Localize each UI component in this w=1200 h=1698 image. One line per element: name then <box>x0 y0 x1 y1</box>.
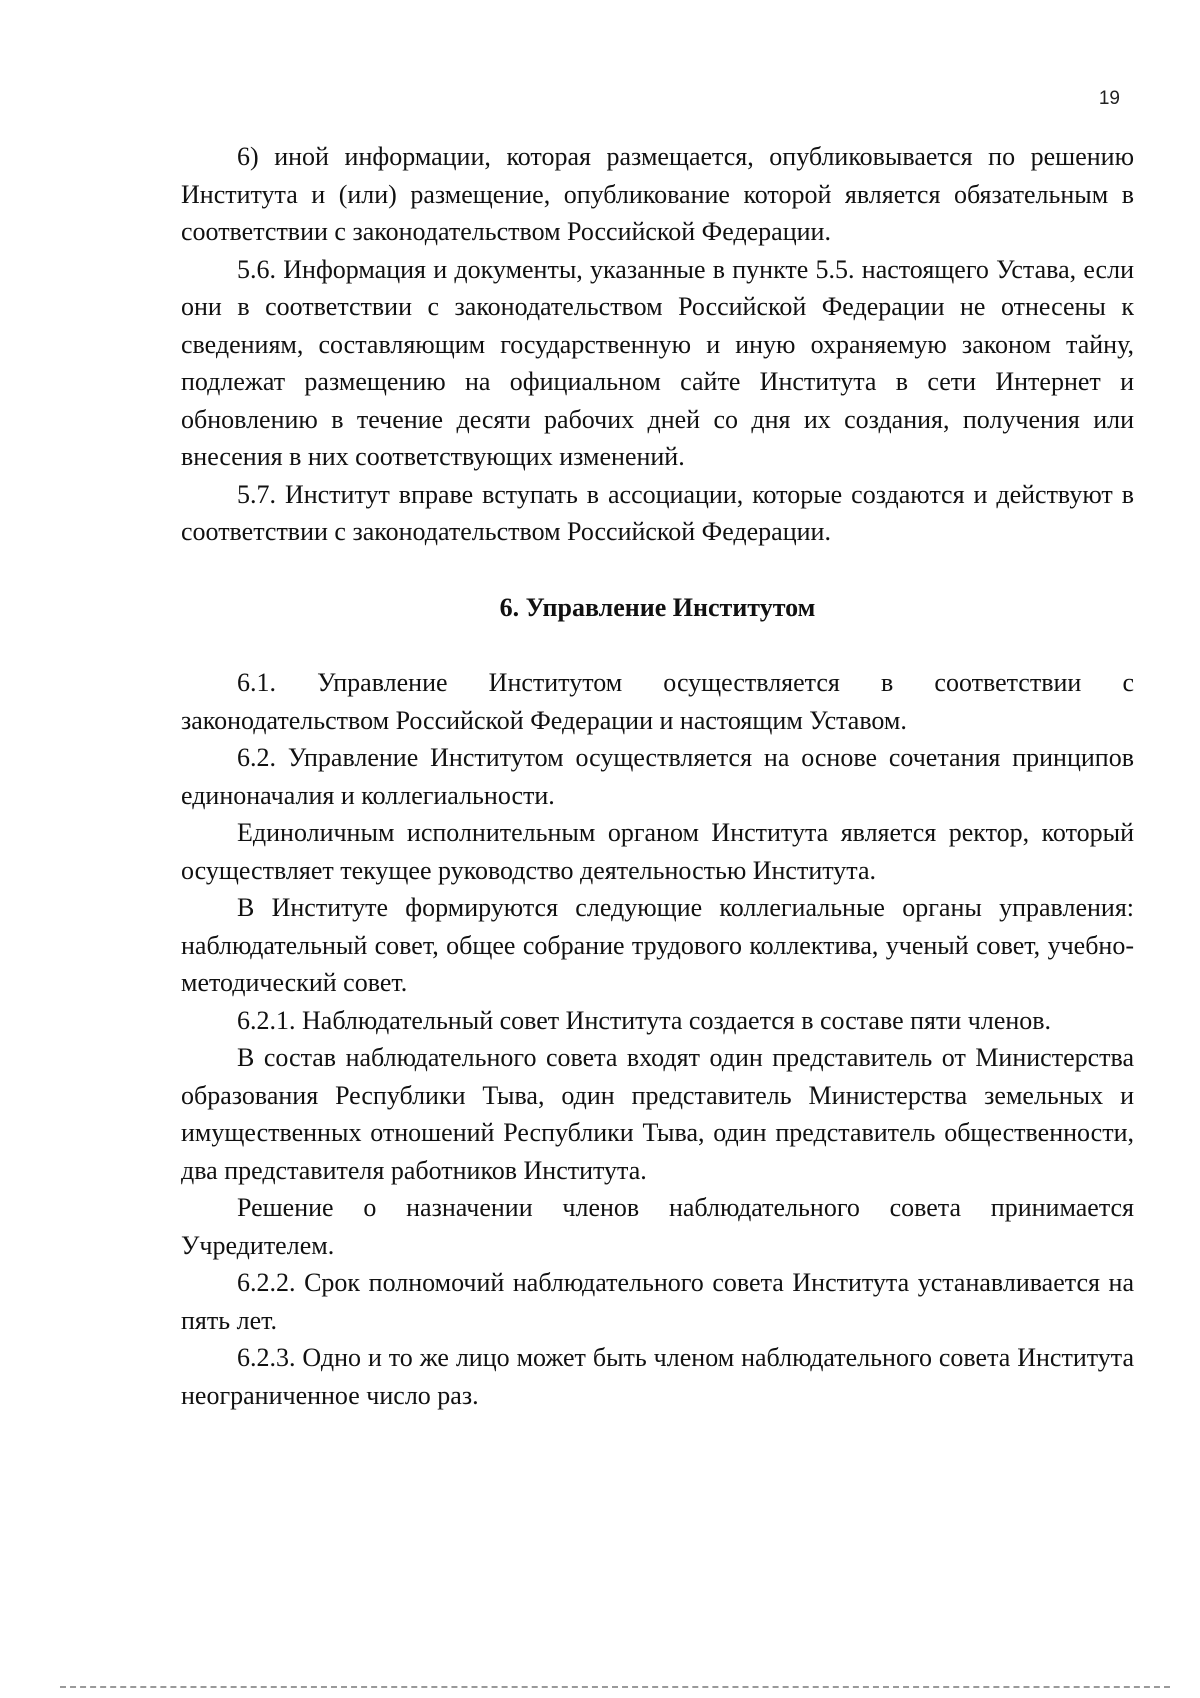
paragraph-5-7: 5.7. Институт вправе вступать в ассоциации, которые создаются и действуют в соответствии с законодательством Российской Федерации. <box>181 479 1134 546</box>
paragraph-6-2-1: 6.2.1. Наблюдательный совет Института создается в составе пяти членов. <box>237 1005 1052 1035</box>
paragraph-council-composition: В состав наблюдательного совета входят один представитель от Министерства образования Республики Тыва, один представитель Министерства земельных и имущественных отношений Республики Тыва, один представитель общественности, два представителя работников Института. <box>181 1043 1134 1185</box>
paragraph-6-1: 6.1. Управление Институтом осуществляется в соответствии с законодательством Российской Федерации и настоящим Уставом. <box>181 668 1134 735</box>
paragraph-6-2-2: 6.2.2. Срок полномочий наблюдательного совета Института устанавливается на пять лет. <box>181 1268 1134 1335</box>
section-heading: 6. Управление Институтом <box>499 592 816 622</box>
paragraph-6-2: 6.2. Управление Институтом осуществляется на основе сочетания принципов единоначалия и коллегиальности. <box>181 743 1134 810</box>
page-number: 19 <box>1098 88 1120 109</box>
document-body <box>181 138 1134 1414</box>
scan-edge-line <box>60 1686 1170 1688</box>
paragraph-collegial-bodies: В Институте формируются следующие коллегиальные органы управления: наблюдательный совет, общее собрание трудового коллектива, ученый совет, учебно-методический совет. <box>181 893 1134 997</box>
paragraph-5-6: 5.6. Информация и документы, указанные в пункте 5.5. настоящего Устава, если они в соответствии с законодательством Российской Федерации не отнесены к сведениям, составляющим государственную и иную охраняемую законом тайну, подлежат размещению на официальном сайте Института в сети Интернет и обновлению в течение десяти рабочих дней со дня их создания, получения или внесения в них соответствующих изменений. <box>181 254 1134 471</box>
paragraph-6-2-3: 6.2.3. Одно и то же лицо может быть членом наблюдательного совета Института неограниченное число раз. <box>181 1343 1134 1410</box>
paragraph-appointment-decision: Решение о назначении членов наблюдательного совета принимается Учредителем. <box>181 1193 1134 1260</box>
paragraph-executive-body: Единоличным исполнительным органом Института является ректор, который осуществляет текущее руководство деятельностью Института. <box>181 818 1134 885</box>
paragraph-item-6: 6) иной информации, которая размещается, опубликовывается по решению Института и (или) размещение, опубликование которой является обязательным в соответствии с законодательством Российской Федерации. <box>181 142 1134 246</box>
